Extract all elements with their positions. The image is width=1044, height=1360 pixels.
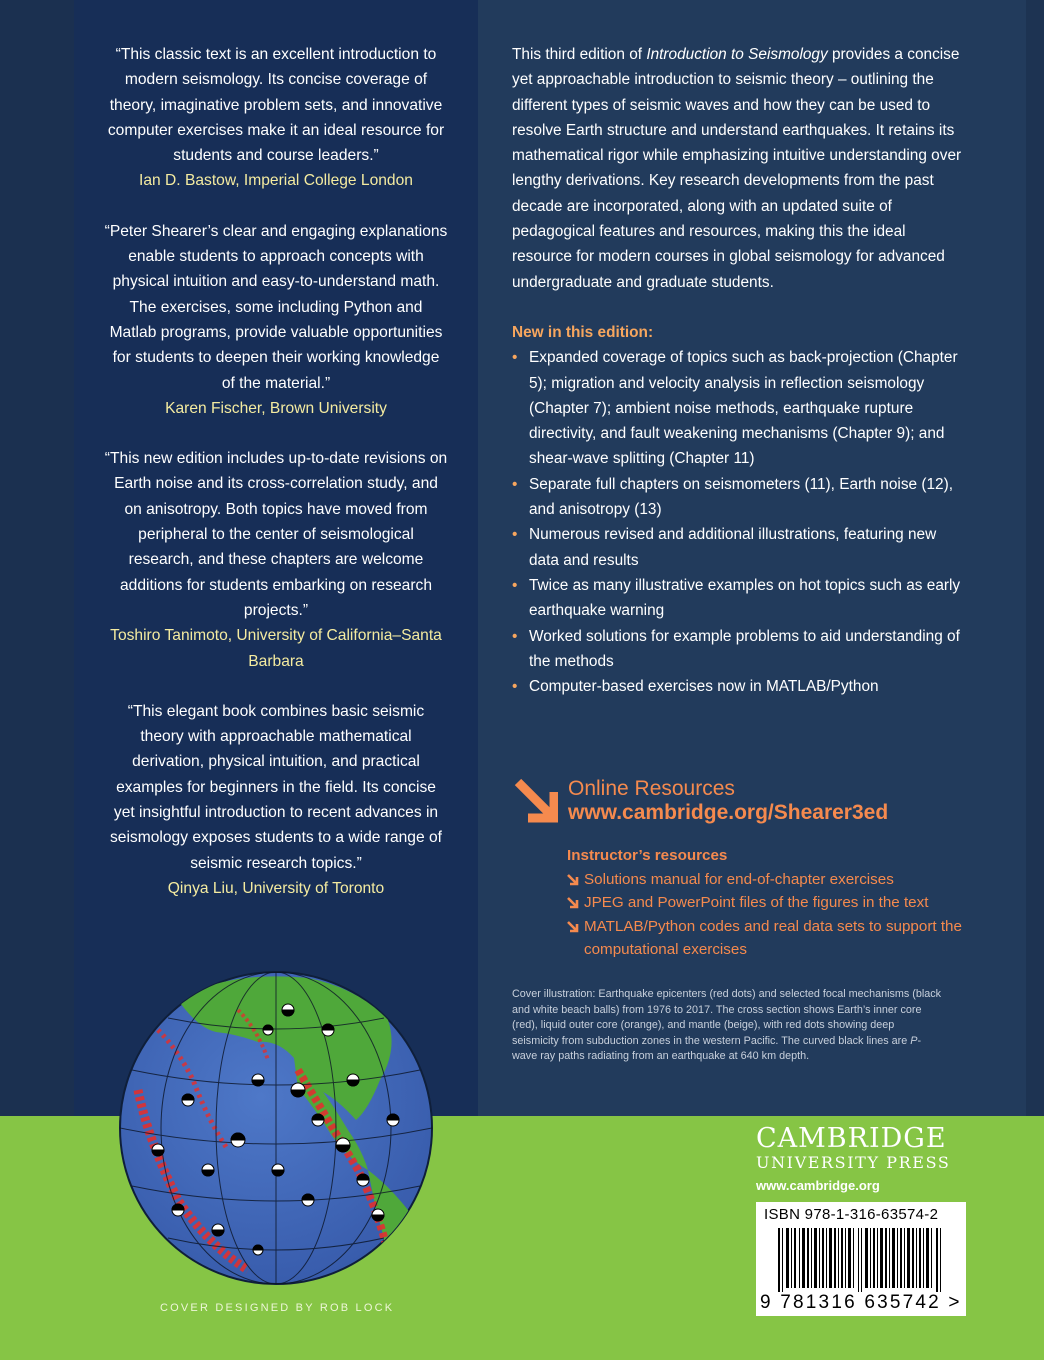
endorsement [104, 446, 448, 674]
barcode-number: 9 781316 635742 > [760, 1292, 962, 1313]
cover-illustration-caption [512, 987, 942, 1065]
description-paragraph [512, 42, 962, 295]
endorsements [104, 42, 448, 926]
isbn-label: ISBN 978-1-316-63574-2 [764, 1206, 939, 1223]
endorsement-text: “This elegant book combines basic seismic theory with approachable mathematical derivation, physical intuition, and practical examples for beginners in the field. Its concise yet insightful introduction to recent advances in seismology exposes students to a wide range of seismic research topics.” [110, 702, 442, 872]
instructor-list [567, 868, 967, 962]
isbn-barcode [756, 1202, 966, 1316]
list-item: • Twice as many illustrative examples on hot topics such as early earthquake warning [512, 573, 962, 624]
list-item: • Computer-based exercises now in MATLAB/Python [512, 674, 962, 699]
endorsement [104, 219, 448, 421]
list-item-label: JPEG and PowerPoint files of the figures in the text [584, 894, 929, 911]
background-left-margin [0, 0, 74, 1116]
instructor-resources [567, 844, 967, 962]
list-item: • Worked solutions for example problems to aid understanding of the methods [512, 624, 962, 675]
caption-text-end: -wave ray paths radiating from an earthquake at 640 km depth. [512, 1034, 922, 1062]
list-item: • Expanded coverage of topics such as back-projection (Chapter 5); migration and velocity analysis in reflection seismology (Chapter 7); ambient noise methods, earthquake rupture directivity, and fault weakening mechanisms (Chapter 9); and shear-wave splitting (Chapter 11) [512, 345, 962, 471]
list-item: • Numerous revised and additional illustrations, featuring new data and results [512, 522, 962, 573]
arrow-down-right-icon [567, 921, 579, 933]
list-item: • Separate full chapters on seismometers (11), Earth noise (12), and anisotropy (13) [512, 472, 962, 523]
endorsement-text: “This classic text is an excellent introduction to modern seismology. Its concise coverage of theory, imaginative problem sets, and innovative computer exercises make it an ideal resource for students and course leaders.” [107, 46, 445, 165]
list-item [567, 868, 967, 892]
endorsement-text: “Peter Shearer’s clear and engaging explanations enable students to approach concepts with physical intuition and easy-to-understand math. The exercises, some including Python and Matlab programs, provide valuable opportunities for students to deepen their working knowledge of the material.” [104, 222, 448, 392]
arrow-down-right-icon [567, 874, 579, 886]
endorsement-author: Ian D. Bastow, Imperial College London [139, 172, 413, 190]
earthquake-globe-illustration [118, 970, 434, 1286]
book-description [512, 42, 962, 699]
list-item-label: Solutions manual for end-of-chapter exercises [584, 870, 894, 888]
caption-italic: P [910, 1034, 918, 1047]
list-item [567, 891, 967, 915]
list-item-label: MATLAB/Python codes and real data sets to support the computational exercises [584, 917, 962, 958]
new-edition-list [512, 345, 962, 699]
barcode-bars [756, 1226, 966, 1292]
publisher-name: CAMBRIDGE [756, 1123, 947, 1154]
endorsement-author: Qinya Liu, University of Toronto [167, 879, 385, 897]
caption-text: Cover illustration: Earthquake epicenters (red dots) and selected focal mechanisms (black and white beach balls) from 1976 to 2017. The cross section shows Earth’s inner core (red), liquid outer core (orange), and mantle (beige), with red dots showing deep seismicity from subduction zones in the western Pacific. The curved black lines are [512, 988, 942, 1047]
online-resources-link[interactable]: www.cambridge.org/Shearer3ed [568, 801, 889, 824]
endorsement [104, 699, 448, 901]
publisher-logo [756, 1124, 968, 1193]
new-edition-heading: New in this edition: [512, 323, 654, 341]
description-rest: provides a concise yet approachable introduction to seismic theory – outlining the different types of seismic waves and how they can be used to resolve Earth structure and understand earthquakes. It retains its mathematical rigor while emphasizing intuitive understanding over lengthy derivations. Key research developments from the past decade are incorporated, along with an updated suite of pedagogical features and resources, making this the ideal resource for modern courses in global seismology for advanced undergraduate and graduate students. [512, 46, 962, 291]
online-resources-title: Online Resources [568, 777, 735, 800]
endorsement-text: “This new edition includes up-to-date revisions on Earth noise and its cross-correlation study, and on anisotropy. Both topics have moved from peripheral to the center of seismological research, and these chapters are welcome additions for students embarking on research projects.” [104, 450, 448, 619]
arrow-down-right-icon [567, 897, 579, 909]
book-title: Introduction to Seismology [646, 46, 828, 63]
publisher-subtitle: UNIVERSITY PRESS [756, 1153, 951, 1172]
endorsement-author: Toshiro Tanimoto, University of California–Santa Barbara [110, 627, 442, 670]
endorsement-author: Karen Fischer, Brown University [165, 399, 387, 417]
description-lead: This third edition of [512, 46, 647, 63]
list-item [567, 915, 967, 962]
publisher-url[interactable]: www.cambridge.org [756, 1178, 880, 1193]
instructor-heading: Instructor’s resources [567, 847, 728, 864]
arrow-down-right-icon [512, 778, 558, 824]
cover-designer-credit: COVER DESIGNED BY ROB LOCK [160, 1302, 395, 1314]
endorsement [104, 42, 448, 194]
background-right-margin [1026, 0, 1044, 1116]
